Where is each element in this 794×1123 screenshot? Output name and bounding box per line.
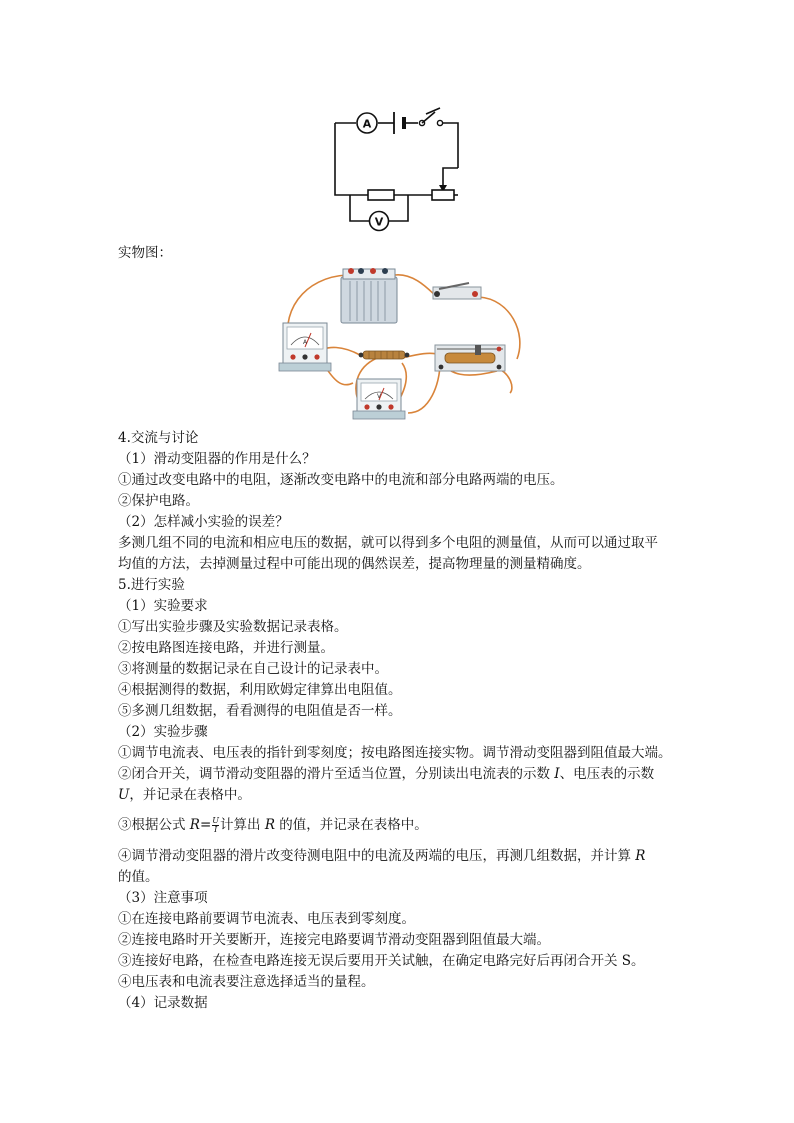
note-item: ④电压表和电流表要注意选择适当的量程。 <box>118 974 375 990</box>
fraction-denominator: I <box>214 825 218 834</box>
knife-switch <box>433 283 481 299</box>
step-4-text-a: ④调节滑动变阻器的滑片改变待测电阻中的电流及两端的电压，再测几组数据，并计算 <box>118 848 636 864</box>
note-item: ②连接电路时开关要断开，连接完电路要调节滑动变阻器到阻值最大端。 <box>118 932 550 948</box>
note-item: ①在连接电路前要调节电流表、电压表到零刻度。 <box>118 911 415 927</box>
requirement-item: ③将测量的数据记录在自己设计的记录表中。 <box>118 661 388 677</box>
requirements-title: （1）实验要求 <box>118 598 208 614</box>
battery-pack <box>341 268 397 323</box>
voltmeter-dial-letter: V <box>376 393 382 400</box>
step-3-text-a: ③根据公式 <box>118 817 190 833</box>
section-5-heading: 5.进行实验 <box>118 577 185 593</box>
formula-fraction <box>212 817 219 834</box>
answer-1-1: ①通过改变电路中的电阻，逐渐改变电路中的电流和部分电路两端的电压。 <box>118 472 564 488</box>
note-item: ③连接好电路，在检查电路连接无误后要用开关试触，在确定电路完好后再闭合开关 S。 <box>118 953 645 969</box>
step-2-text-c: ，并记录在表格中。 <box>129 787 251 803</box>
step-3-text-c: 的值，并记录在表格中。 <box>275 817 428 833</box>
apparatus-photo <box>265 263 535 428</box>
step-3-symbol-r: R <box>189 817 200 833</box>
step-2-line-2 <box>118 785 688 805</box>
answer-2-line-1: 多测几组不同的电流和相应电压的数据，就可以得到多个电阻的测量值，从而可以通过取平 <box>118 535 658 551</box>
step-2-text-b: 、电压表的示数 <box>559 766 655 782</box>
step-3 <box>118 814 688 836</box>
answer-2-line-2: 均值的方法，去掉测量过程中可能出现的偶然误差，提高物理量的测量精确度。 <box>118 556 591 572</box>
step-1: ①调节电流表、电压表的指针到零刻度；按电路图连接实物。调节滑动变阻器到阻值最大端。 <box>118 745 672 761</box>
question-2: （2）怎样减小实验的误差？ <box>118 514 289 530</box>
notes-title: （3）注意事项 <box>118 890 208 906</box>
record-title: （4）记录数据 <box>118 995 208 1011</box>
voltmeter-device <box>353 379 405 419</box>
step-3-symbol-r2: R <box>264 817 275 833</box>
step-4-line-2: 的值。 <box>118 869 159 885</box>
step-2-line-1 <box>118 764 688 784</box>
ammeter-dial-letter: A <box>302 339 308 346</box>
requirement-item: ⑤多测几组数据，看看测得的电阻值是否一样。 <box>118 703 402 719</box>
photo-label: 实物图： <box>118 245 172 261</box>
step-4-line-1 <box>118 846 688 866</box>
step-3-equals: = <box>199 817 212 833</box>
step-2-symbol-u: U <box>118 787 130 803</box>
circuit-schematic <box>320 100 480 240</box>
question-1: （1）滑动变阻器的作用是什么？ <box>118 451 316 467</box>
requirement-item: ①写出实验步骤及实验数据记录表格。 <box>118 619 348 635</box>
resistor-device <box>359 351 410 359</box>
steps-title: （2）实验步骤 <box>118 724 208 740</box>
step-3-text-b: 计算出 <box>220 817 265 833</box>
requirement-item: ②按电路图连接电路，并进行测量。 <box>118 640 334 656</box>
step-4-symbol-r: R <box>635 848 646 864</box>
step-2-text-a: ②闭合开关，调节滑动变阻器的滑片至适当位置，分别读出电流表的示数 <box>118 766 555 782</box>
voltmeter-symbol: V <box>374 215 384 229</box>
section-4-heading: 4.交流与讨论 <box>118 430 199 446</box>
answer-1-2: ②保护电路。 <box>118 493 199 509</box>
rheostat-device <box>435 345 505 371</box>
ammeter-device <box>279 323 331 371</box>
requirement-item: ④根据测得的数据，利用欧姆定律算出电阻值。 <box>118 682 402 698</box>
ammeter-symbol: A <box>362 117 372 131</box>
fraction-numerator: U <box>212 816 220 825</box>
step-2-symbol-i: I <box>554 766 560 782</box>
